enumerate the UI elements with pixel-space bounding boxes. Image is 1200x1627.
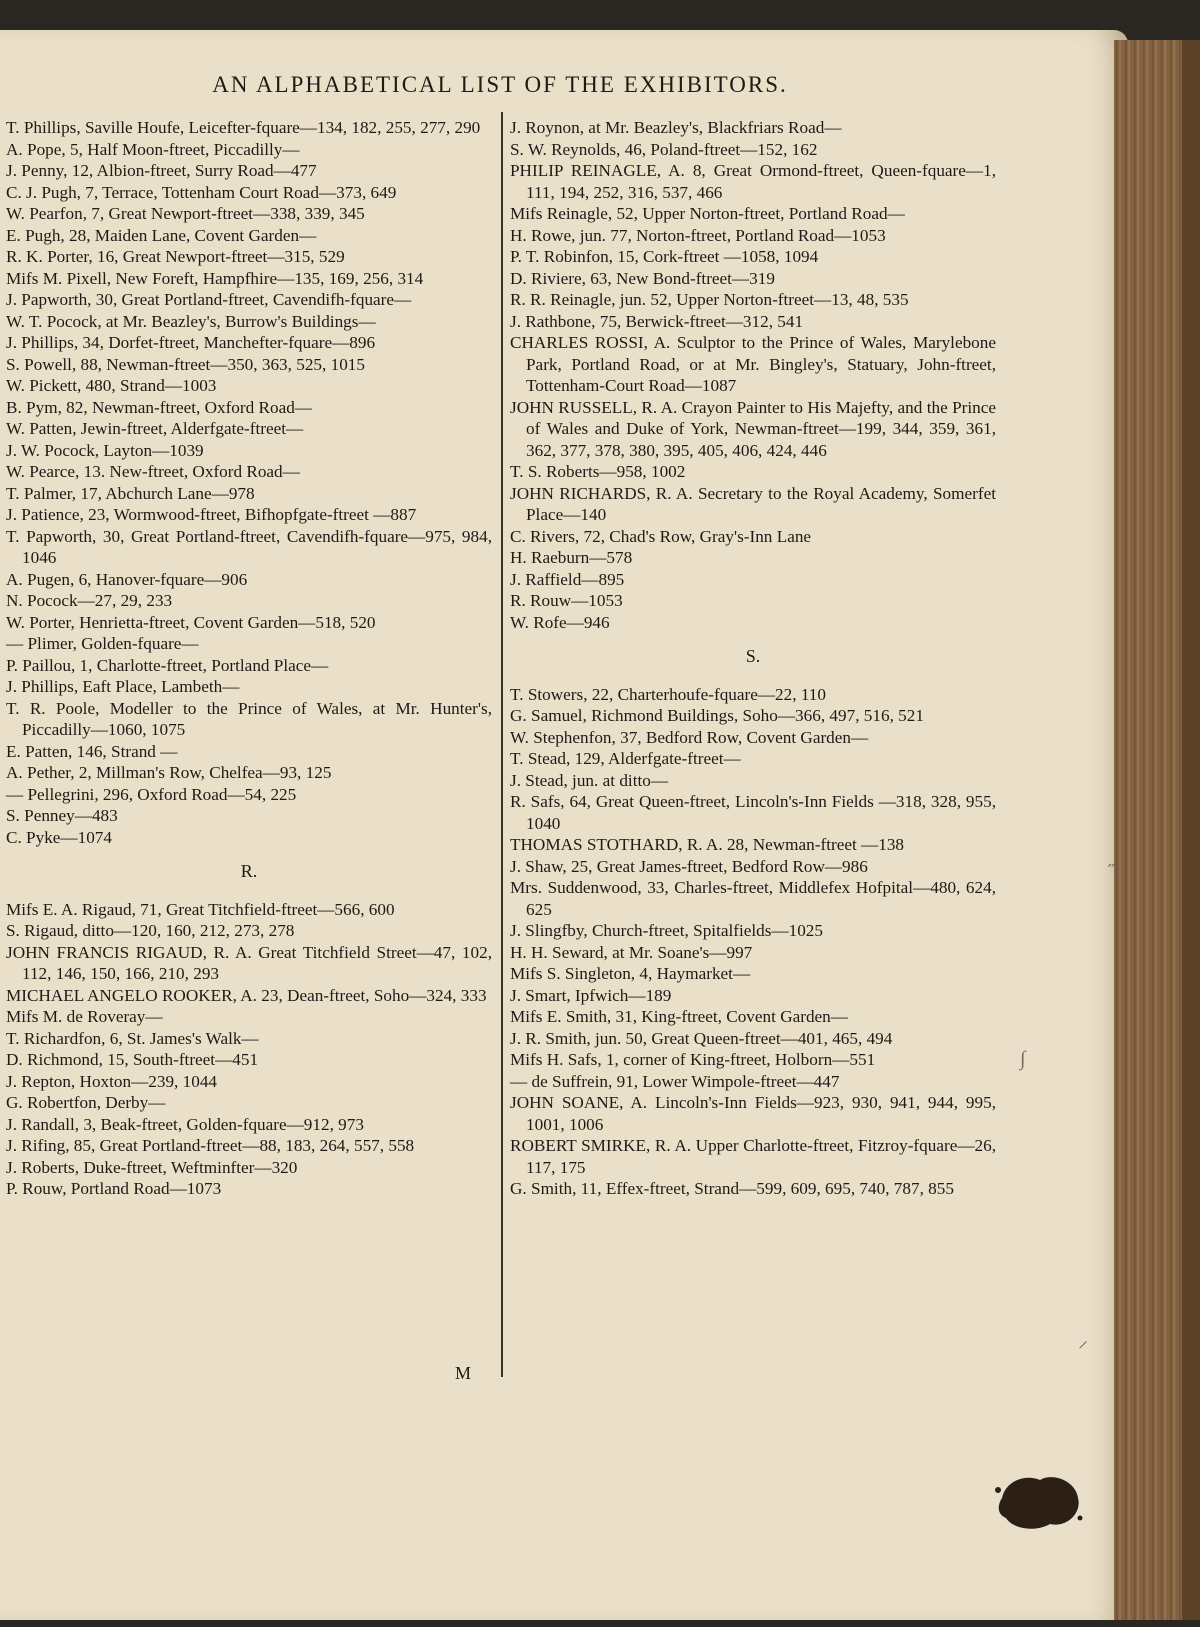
exhibitor-entry: R. Safs, 64, Great Queen-ftreet, Lincoln's-Inn Fields —318, 328, 955, 1040 [510, 792, 996, 833]
exhibitor-entry: J. Raffield—895 [510, 569, 625, 589]
exhibitor-entry: H. Raeburn—578 [510, 548, 633, 567]
exhibitor-entry: — Pellegrini, 296, Oxford Road—54, 225 [6, 784, 297, 804]
exhibitor-entry: J. Repton, Hoxton—239, 1044 [6, 1071, 218, 1091]
exhibitor-entry: S. Penney—483 [6, 806, 118, 825]
exhibitor-entry: Mifs M. Pixell, New Foreft, Hampfhire—135, 169, 256, 314 [6, 268, 424, 288]
exhibitor-entry: J. Patience, 23, Wormwood-ftreet, Bifhopfgate-ftreet —887 [6, 505, 417, 524]
exhibitor-entry: H. H. Seward, at Mr. Soane's—997 [510, 942, 753, 962]
exhibitor-entry: P. Rouw, Portland Road—1073 [6, 1179, 222, 1198]
exhibitor-entry: S. W. Reynolds, 46, Poland-ftreet—152, 162 [510, 139, 818, 159]
exhibitor-entry: J. Rifing, 85, Great Portland-ftreet—88, 183, 264, 557, 558 [6, 1136, 415, 1155]
exhibitor-entry: S. Powell, 88, Newman-ftreet—350, 363, 525, 1015 [6, 354, 365, 374]
exhibitor-entry: W. Pickett, 480, Strand—1003 [6, 376, 217, 395]
s-entries-list [510, 684, 996, 1200]
exhibitor-entry: T. Richardfon, 6, St. James's Walk— [6, 1028, 259, 1048]
exhibitor-entry: S. Rigaud, ditto—120, 160, 212, 273, 278 [6, 921, 295, 940]
exhibitor-entry: C. Pyke—1074 [6, 827, 112, 847]
exhibitor-entry: W. Pearce, 13. New-ftreet, Oxford Road— [6, 462, 300, 481]
exhibitor-entry: — de Suffrein, 91, Lower Wimpole-ftreet—447 [510, 1071, 840, 1091]
exhibitor-entry: P. Paillou, 1, Charlotte-ftreet, Portland Place— [6, 655, 329, 675]
exhibitor-entry: J. Roynon, at Mr. Beazley's, Blackfriars Road— [510, 118, 842, 137]
exhibitor-entry: J. R. Smith, jun. 50, Great Queen-ftreet—401, 465, 494 [510, 1028, 893, 1048]
exhibitor-entry: J. Slingfby, Church-ftreet, Spitalfields—1025 [510, 921, 823, 940]
p-entries-list [6, 117, 492, 848]
exhibitor-entry: Mifs M. de Roveray— [6, 1007, 163, 1026]
exhibitor-entry: Mifs H. Safs, 1, corner of King-ftreet, Holborn—551 [510, 1050, 876, 1069]
exhibitor-entry: J. Randall, 3, Beak-ftreet, Golden-fquare—912, 973 [6, 1114, 364, 1134]
left-column [6, 117, 492, 1200]
exhibitor-entry: R. R. Reinagle, jun. 52, Upper Norton-ftreet—13, 48, 535 [510, 290, 909, 309]
margin-mark: ˶ [1108, 852, 1115, 874]
exhibitor-entry: W. T. Pocock, at Mr. Beazley's, Burrow's Buildings— [6, 311, 376, 331]
exhibitor-entry: J. Rathbone, 75, Berwick-ftreet—312, 541 [510, 311, 804, 331]
exhibitor-entry: A. Pether, 2, Millman's Row, Chelfea—93, 125 [6, 763, 332, 782]
margin-mark: ∫ [1020, 1048, 1026, 1070]
exhibitor-entry: W. Pearfon, 7, Great Newport-ftreet—338, 339, 345 [6, 204, 365, 223]
exhibitor-entry: T. Papworth, 30, Great Portland-ftreet, Cavendifh-fquare—975, 984, 1046 [6, 526, 492, 567]
exhibitor-entry: JOHN FRANCIS RIGAUD, R. A. Great Titchfield Street—47, 102, 112, 146, 150, 166, 210, 293 [6, 942, 492, 983]
r-entries-list [6, 899, 492, 1200]
exhibitor-entry: D. Riviere, 63, New Bond-ftreet—319 [510, 268, 775, 288]
exhibitor-entry: H. Rowe, jun. 77, Norton-ftreet, Portland Road—1053 [510, 225, 886, 245]
exhibitor-entry: W. Stephenfon, 37, Bedford Row, Covent Garden— [510, 727, 869, 747]
exhibitor-entry: A. Pugen, 6, Hanover-fquare—906 [6, 569, 248, 589]
exhibitor-entry: THOMAS STOTHARD, R. A. 28, Newman-ftreet —138 [510, 835, 905, 854]
exhibitor-entry: R. K. Porter, 16, Great Newport-ftreet—315, 529 [6, 247, 345, 266]
exhibitor-entry: R. Rouw—1053 [510, 591, 623, 610]
exhibitor-entry: J. Papworth, 30, Great Portland-ftreet, Cavendifh-fquare— [6, 290, 412, 309]
exhibitor-entry: JOHN SOANE, A. Lincoln's-Inn Fields—923, 930, 941, 944, 995, 1001, 1006 [510, 1093, 996, 1134]
r-entries-continued-list [510, 117, 996, 633]
exhibitor-entry: P. T. Robinfon, 15, Cork-ftreet —1058, 1094 [510, 247, 819, 266]
exhibitor-entry: Mifs E. A. Rigaud, 71, Great Titchfield-ftreet—566, 600 [6, 899, 395, 919]
exhibitor-entry: J. Smart, Ipfwich—189 [510, 985, 672, 1005]
exhibitor-entry: C. J. Pugh, 7, Terrace, Tottenham Court Road—373, 649 [6, 182, 397, 202]
exhibitor-entry: JOHN RUSSELL, R. A. Crayon Painter to His Majefty, and the Prince of Wales and Duke of York, Newman-ftreet—199, 344, 359, 361, 362, 377, 378, 380, 395, 405, 406, 424, 446 [510, 397, 996, 460]
margin-mark: ⸝ [1078, 1330, 1088, 1352]
exhibitor-entry: E. Patten, 146, Strand — [6, 741, 178, 761]
exhibitor-entry: ROBERT SMIRKE, R. A. Upper Charlotte-ftreet, Fitzroy-fquare—26, 117, 175 [510, 1136, 996, 1177]
exhibitor-entry: T. Stead, 129, Alderfgate-ftreet— [510, 749, 741, 768]
exhibitor-entry: J. Shaw, 25, Great James-ftreet, Bedford Row—986 [510, 856, 868, 876]
exhibitor-entry: — Plimer, Golden-fquare— [6, 634, 199, 653]
exhibitor-entry: T. Stowers, 22, Charterhoufe-fquare—22, 110 [510, 684, 826, 704]
exhibitor-entry: C. Rivers, 72, Chad's Row, Gray's-Inn Lane [510, 526, 812, 546]
exhibitor-entry: J. Stead, jun. at ditto— [510, 770, 669, 790]
section-heading-r: R. [240, 861, 258, 881]
exhibitor-entry: T. R. Poole, Modeller to the Prince of Wales, at Mr. Hunter's, Piccadilly—1060, 1075 [6, 698, 492, 739]
section-heading-s: S. [745, 646, 761, 666]
page-title: AN ALPHABETICAL LIST OF THE EXHIBITORS. [212, 72, 788, 97]
exhibitor-entry: B. Pym, 82, Newman-ftreet, Oxford Road— [6, 397, 312, 417]
exhibitor-entry: J. Phillips, 34, Dorfet-ftreet, Manchefter-fquare—896 [6, 333, 376, 352]
exhibitor-entry: JOHN RICHARDS, R. A. Secretary to the Royal Academy, Somerfet Place—140 [510, 483, 996, 524]
exhibitor-entry: J. Penny, 12, Albion-ftreet, Surry Road—477 [6, 161, 317, 180]
exhibitor-entry: G. Samuel, Richmond Buildings, Soho—366, 497, 516, 521 [510, 706, 924, 725]
exhibitor-entry: T. Palmer, 17, Abchurch Lane—978 [6, 483, 255, 503]
exhibitor-entry: W. Patten, Jewin-ftreet, Alderfgate-ftreet— [6, 419, 304, 438]
exhibitor-entry: G. Robertfon, Derby— [6, 1093, 166, 1112]
exhibitor-entry: MICHAEL ANGELO ROOKER, A. 23, Dean-ftreet, Soho—324, 333 [6, 985, 487, 1005]
book-cover-edge [1182, 40, 1200, 1620]
exhibitor-entry: A. Pope, 5, Half Moon-ftreet, Piccadilly— [6, 139, 300, 159]
exhibitor-entry: CHARLES ROSSI, A. Sculptor to the Prince of Wales, Marylebone Park, Portland Road, or at Mr. Bingley's, Statuary, John-ftreet, Tottenham-Court Road—1087 [510, 333, 996, 395]
exhibitor-entry: Mrs. Suddenwood, 33, Charles-ftreet, Middlefex Hofpital—480, 624, 625 [510, 878, 996, 919]
signature-mark: M [455, 1363, 472, 1383]
exhibitor-entry: Mifs Reinagle, 52, Upper Norton-ftreet, Portland Road— [510, 204, 905, 223]
exhibitor-entry: Mifs S. Singleton, 4, Haymarket— [510, 964, 751, 983]
right-column [510, 117, 996, 1200]
exhibitor-entry: N. Pocock—27, 29, 233 [6, 591, 173, 610]
exhibitor-entry: PHILIP REINAGLE, A. 8, Great Ormond-ftreet, Queen-fquare—1, 111, 194, 252, 316, 537, 466 [510, 161, 996, 202]
exhibitor-entry: E. Pugh, 28, Maiden Lane, Covent Garden— [6, 225, 317, 245]
exhibitor-entry: J. Phillips, Eaft Place, Lambeth— [6, 677, 240, 696]
exhibitor-entry: J. Roberts, Duke-ftreet, Weftminfter—320 [6, 1157, 298, 1177]
exhibitor-entry: W. Rofe—946 [510, 612, 610, 632]
exhibitor-entry: T. S. Roberts—958, 1002 [510, 462, 686, 481]
exhibitor-entry: D. Richmond, 15, South-ftreet—451 [6, 1050, 259, 1069]
ink-stain [992, 1468, 1084, 1534]
column-divider [501, 112, 503, 1377]
exhibitor-entry: J. W. Pocock, Layton—1039 [6, 440, 204, 460]
exhibitor-entry: G. Smith, 11, Effex-ftreet, Strand—599, 609, 695, 740, 787, 855 [510, 1179, 954, 1198]
exhibitor-entry: T. Phillips, Saville Houfe, Leicefter-fquare—134, 182, 255, 277, 290 [6, 118, 481, 137]
exhibitor-entry: Mifs E. Smith, 31, King-ftreet, Covent Garden— [510, 1007, 848, 1026]
exhibitor-entry: W. Porter, Henrietta-ftreet, Covent Garden—518, 520 [6, 612, 376, 632]
